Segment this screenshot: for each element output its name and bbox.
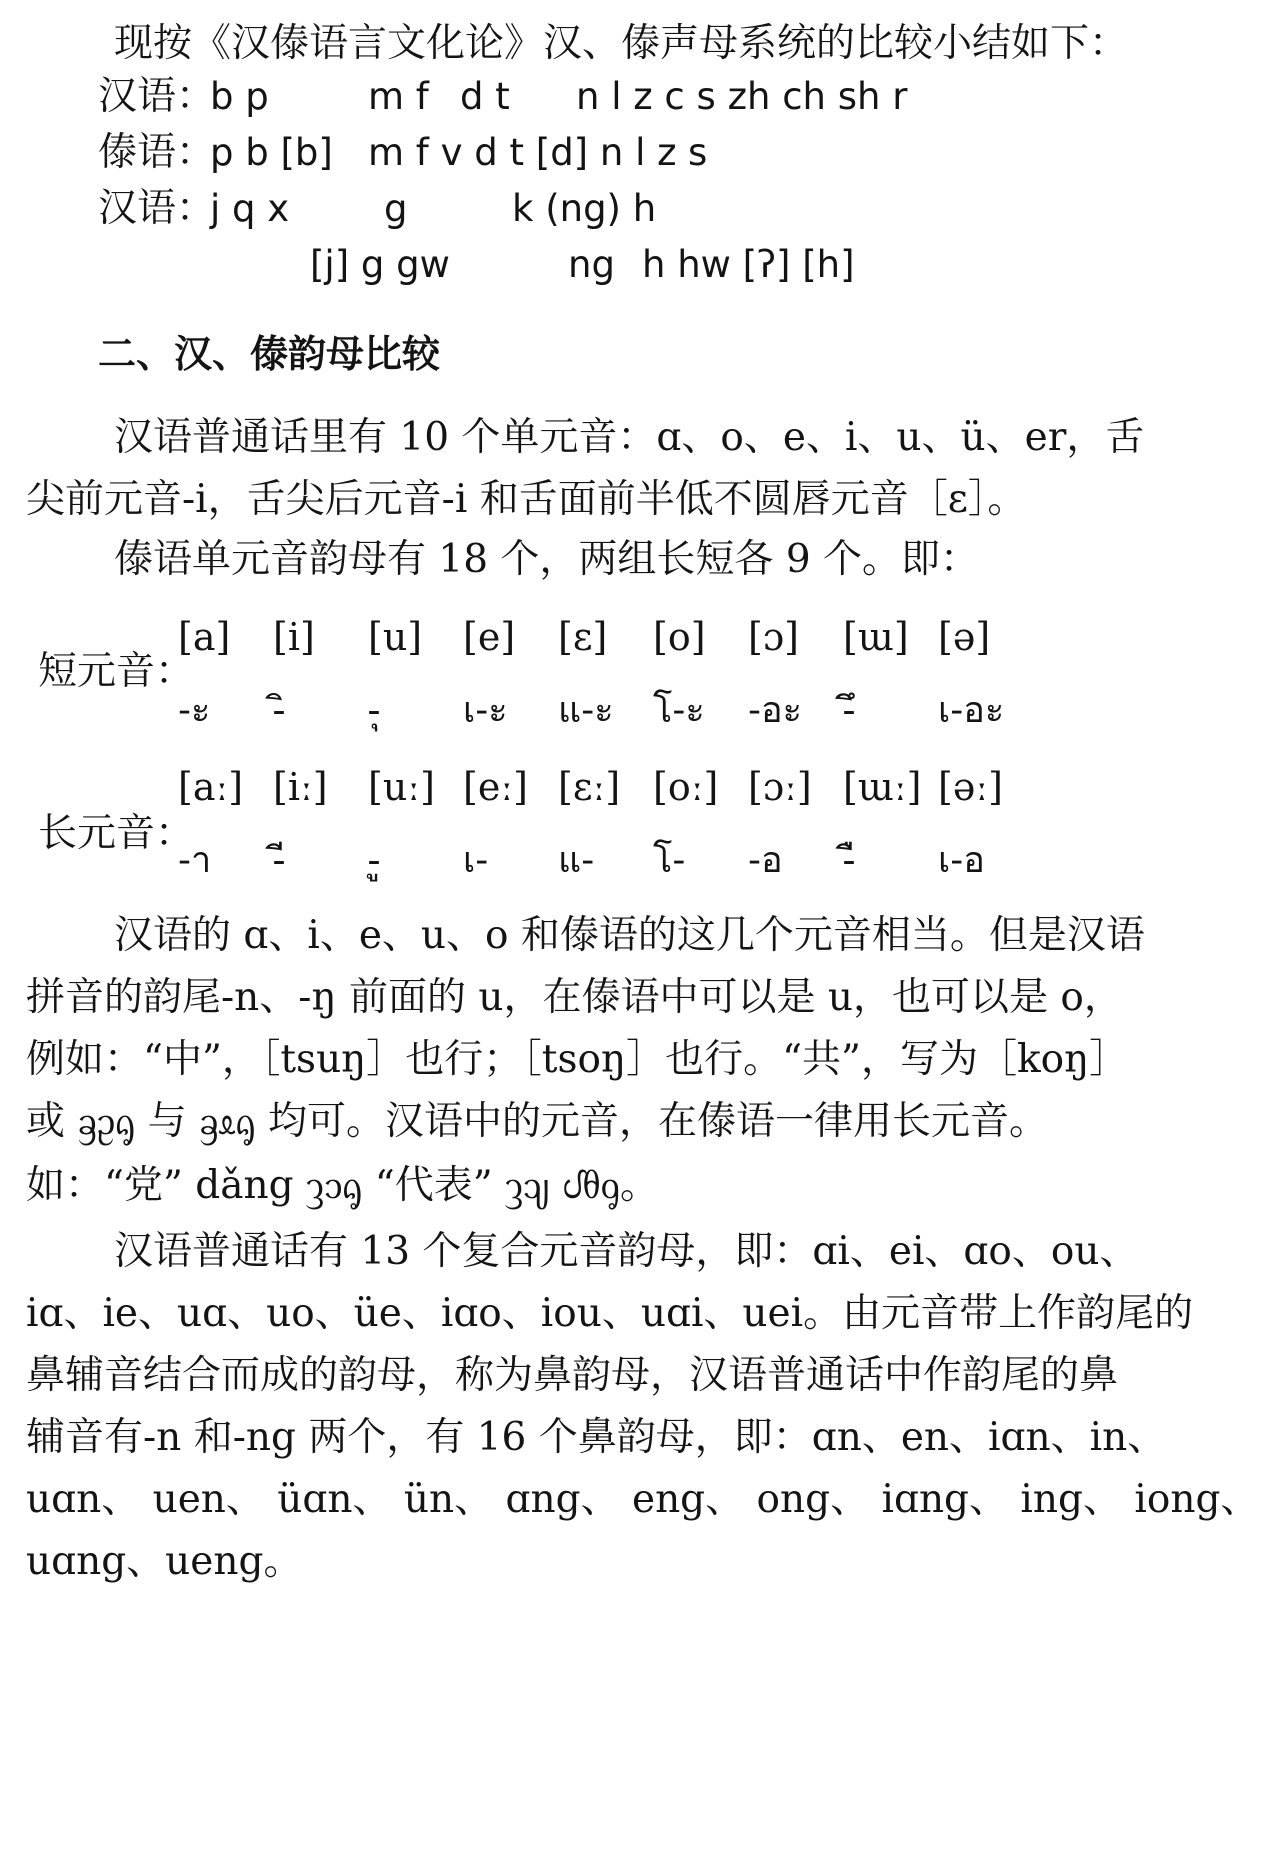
ipa-cell: [aː]	[178, 765, 244, 809]
long-vowel-ipa-row	[178, 762, 1238, 812]
script-cell: เ-ะ	[463, 690, 508, 731]
ipa-cell: [ɔ]	[748, 615, 799, 659]
paragraph-line: 例如：“中”，［tsuŋ］也行；［tsoŋ］也行。“共”，写为［koŋ］	[26, 1037, 1129, 1082]
consonant-row-2	[98, 128, 1218, 178]
ipa-cell: [ə]	[938, 615, 991, 659]
paragraph-line: 鼻辅音结合而成的韵母，称为鼻韵母，汉语普通话中作韵尾的鼻	[26, 1353, 1119, 1398]
ipa-cell: [uː]	[368, 765, 435, 809]
ipa-cell: [o]	[653, 615, 706, 659]
consonant-cell: [j] g gw	[310, 243, 450, 286]
consonant-cell: k (ng) h	[512, 187, 657, 230]
consonant-cell: g	[384, 187, 408, 230]
script-cell: โ-	[653, 840, 686, 881]
paragraph-line: 辅音有-n 和-ng 两个，有 16 个鼻韵母，即：ɑn、en、iɑn、in、	[26, 1415, 1167, 1460]
row-label: 汉语：	[98, 186, 216, 231]
consonant-cell: ng	[568, 243, 615, 286]
script-cell: เ-	[463, 840, 489, 881]
script-cell: แ-	[558, 840, 595, 881]
consonant-cell: n l z c s zh ch sh r	[576, 75, 908, 118]
ipa-cell: [ɯ]	[843, 615, 909, 659]
paragraph-line: 拼音的韵尾-n、-ŋ 前面的 u，在傣语中可以是 u，也可以是 o，	[26, 975, 1123, 1020]
row-label: 傣语：	[98, 130, 216, 175]
row-label: 汉语：	[98, 74, 216, 119]
paragraph-line: 汉语普通话里有 10 个单元音：ɑ、o、e、i、u、ü、er，舌	[114, 415, 1145, 460]
script-cell: โ-ะ	[653, 690, 705, 731]
paragraph-line: 傣语单元音韵母有 18 个，两组长短各 9 个。即：	[114, 537, 980, 582]
ipa-cell: [iː]	[273, 765, 328, 809]
consonant-cell: d t	[460, 75, 510, 118]
ipa-cell: [ɯː]	[843, 765, 922, 809]
script-cell: -ื	[843, 840, 855, 881]
ipa-cell: [ɔː]	[748, 765, 812, 809]
paragraph-line: uɑn、 uen、 üɑn、 ün、 ɑng、 eng、 ong、 iɑng、 ing、 iong、	[26, 1477, 1260, 1522]
short-vowel-ipa-row	[178, 612, 1238, 662]
consonant-row-4	[98, 240, 1218, 290]
ipa-cell: [u]	[368, 615, 423, 659]
script-cell: -ุ	[368, 690, 380, 731]
intro-line: 现按《汉傣语言文化论》汉、傣声母系统的比较小结如下：	[114, 21, 1129, 66]
script-cell: -ู	[368, 840, 380, 881]
ipa-cell: [oː]	[653, 765, 719, 809]
consonant-cell: m f	[368, 75, 429, 118]
ipa-cell: [ɛː]	[558, 765, 621, 809]
script-cell: แ-ะ	[558, 690, 614, 731]
script-cell: -า	[178, 840, 212, 881]
ipa-cell: [i]	[273, 615, 315, 659]
paragraph-line: iɑ、ie、uɑ、uo、üe、iɑo、iou、uɑi、uei。由元音带上作韵尾的	[26, 1291, 1194, 1336]
consonant-cell: s	[688, 131, 708, 174]
paragraph-line: 或 ᦃᦳᧂ 与 ᦃᦸᧂ 均可。汉语中的元音，在傣语一律用长元音。	[26, 1099, 1048, 1144]
paragraph-line: 汉语普通话有 13 个复合元音韵母，即：ɑi、ei、ɑo、ou、	[114, 1229, 1139, 1274]
ipa-cell: [ɛ]	[558, 615, 608, 659]
paragraph-line: 如：“党” dǎng ᦡᦱᧂ “代表” ᦡᦻ ᦔᦲᧁ。	[26, 1163, 659, 1208]
ipa-cell: [e]	[463, 615, 516, 659]
paragraph-line: 汉语的 ɑ、i、e、u、o 和傣语的这几个元音相当。但是汉语	[114, 913, 1145, 958]
consonant-cell: j q x	[210, 187, 290, 230]
long-vowel-script-row	[178, 836, 1238, 886]
consonant-cell: h hw [ʔ] [h]	[642, 243, 855, 286]
consonant-cell: m f v d t [d] n l z	[368, 131, 677, 174]
script-cell: -ี	[273, 840, 285, 881]
script-cell: -อ	[748, 840, 783, 881]
short-vowel-script-row	[178, 686, 1238, 736]
consonant-cell: b p	[210, 75, 269, 118]
ipa-cell: [a]	[178, 615, 231, 659]
script-cell: -ึ	[843, 690, 855, 731]
consonant-row-1	[98, 72, 1218, 122]
section-heading: 二、汉、傣韵母比较	[98, 332, 441, 376]
script-cell: เ-อ	[938, 840, 985, 881]
long-vowel-label: 长元音：	[38, 811, 195, 856]
consonant-cell: p b [b]	[210, 131, 333, 174]
paragraph-line: uɑng、ueng。	[26, 1539, 303, 1584]
script-cell: -อะ	[748, 690, 802, 731]
ipa-cell: [əː]	[938, 765, 1003, 809]
script-cell: เ-อะ	[938, 690, 1005, 731]
consonant-row-3	[98, 184, 1218, 234]
short-vowel-label: 短元音：	[38, 649, 195, 694]
ipa-cell: [eː]	[463, 765, 528, 809]
paragraph-line: 尖前元音-i，舌尖后元音-i 和舌面前半低不圆唇元音［ɛ］。	[26, 477, 1027, 522]
script-cell: -ิ	[273, 690, 285, 731]
script-cell: -ะ	[178, 690, 211, 731]
